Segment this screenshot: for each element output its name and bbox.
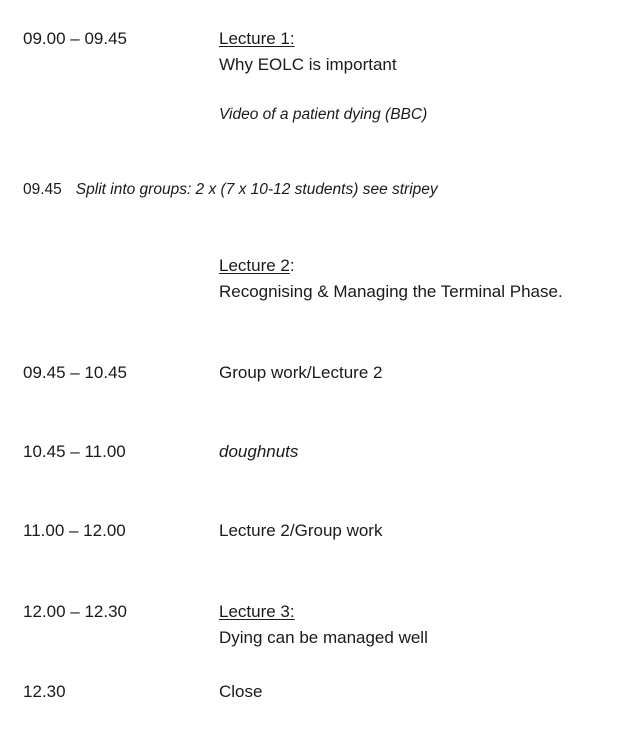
lecture-2-title: Lecture 2 — [219, 256, 290, 275]
time-slot-4: 10.45 – 11.00 — [23, 442, 126, 461]
time-slot-1: 09.00 – 09.45 — [23, 29, 127, 48]
lecture-1-title: Lecture 1: — [219, 29, 295, 48]
time-slot-7: 12.30 — [23, 682, 66, 701]
group-work-text: Group work/Lecture 2 — [219, 363, 383, 382]
time-slot-6: 12.00 – 12.30 — [23, 602, 127, 621]
time-slot-3: 09.45 – 10.45 — [23, 363, 127, 382]
split-text: Split into groups: 2 x (7 x 10-12 students) see stripey — [75, 181, 438, 198]
lecture-3-subtitle: Dying can be managed well — [219, 628, 428, 647]
split-time: 09.45 — [23, 181, 62, 198]
lecture-1-subtitle: Why EOLC is important — [219, 55, 397, 74]
lecture-2-heading — [219, 255, 295, 277]
lecture-group-text: Lecture 2/Group work — [219, 521, 383, 540]
time-slot-5: 11.00 – 12.00 — [23, 521, 126, 540]
close-text: Close — [219, 682, 263, 701]
split-groups-line — [23, 178, 438, 201]
lecture-1-note: Video of a patient dying (BBC) — [219, 106, 428, 123]
lecture-2-subtitle: Recognising & Managing the Terminal Phase. — [219, 282, 563, 301]
lecture-2-colon: : — [289, 256, 295, 275]
lecture-3-title: Lecture 3: — [219, 602, 295, 621]
break-text: doughnuts — [219, 442, 299, 461]
